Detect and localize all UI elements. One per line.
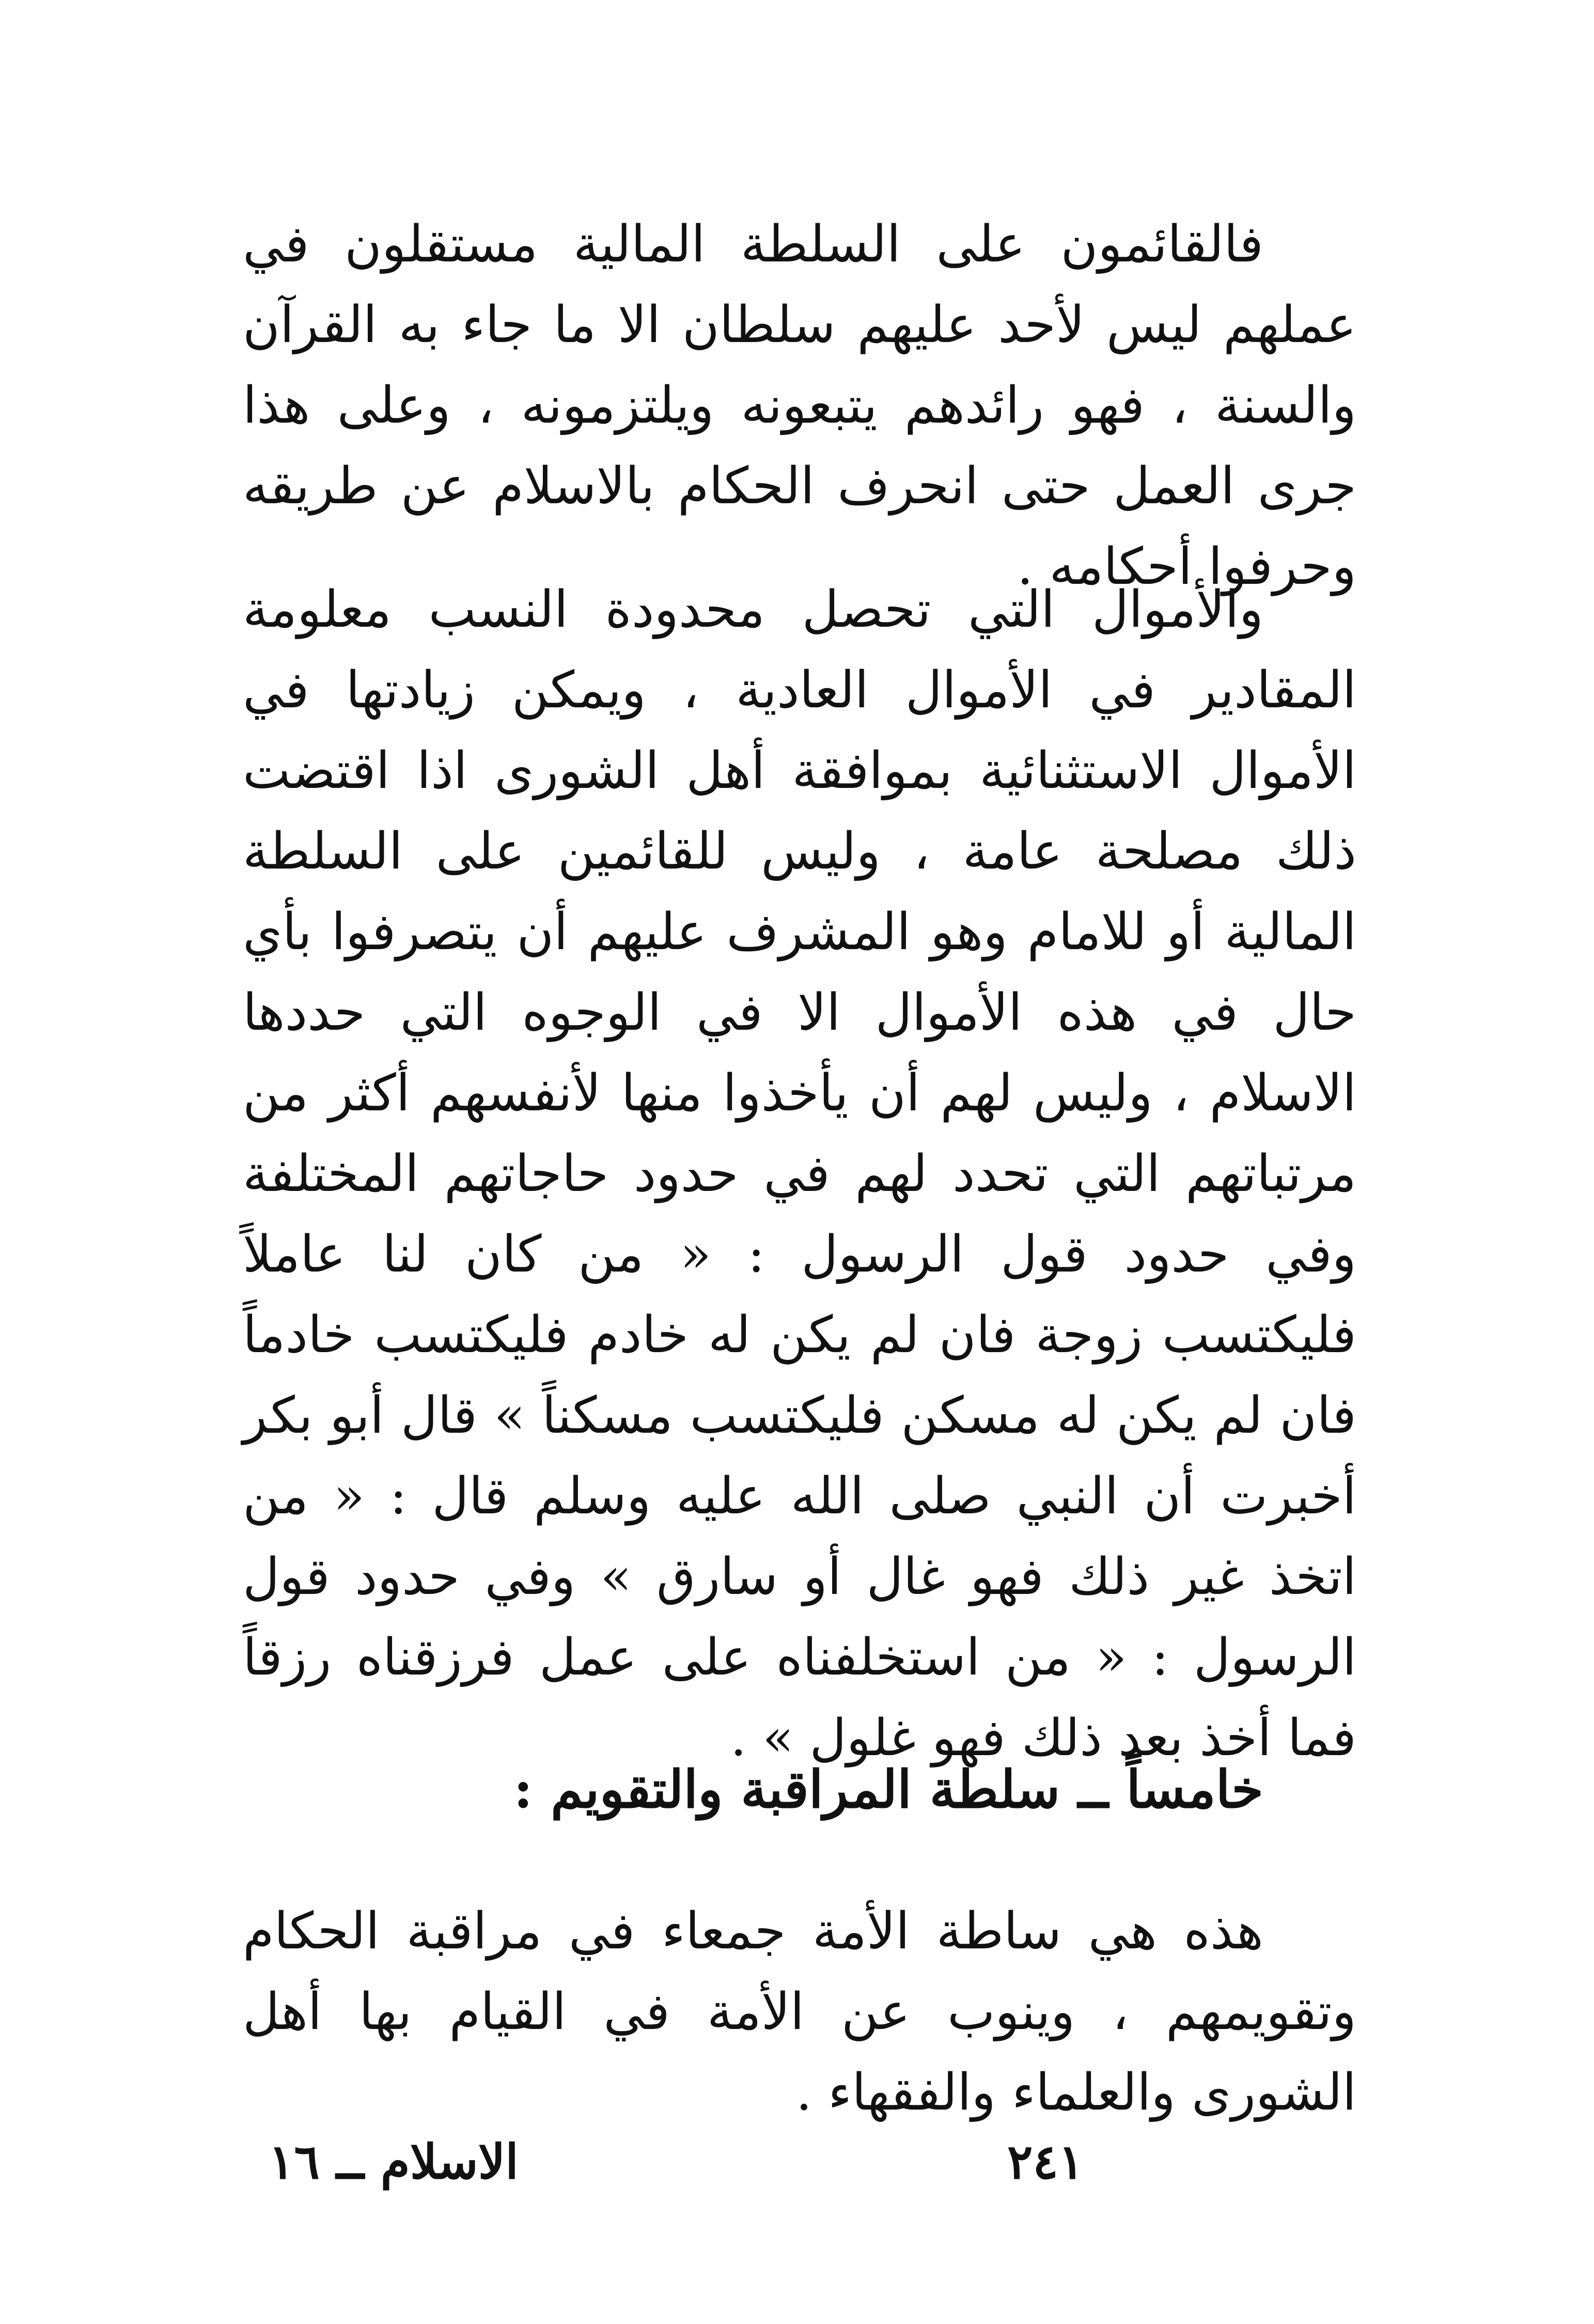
paragraph-public-funds: والأموال التي تحصل محدودة النسب معلومة المقادير في الأموال العادية ، ويمكن زيادتها في الأموال الاستثنائية بموافقة أهل الشورى اذا اقتضت ذلك مصلحة عامة ، وليس للقائمين على السلطة المالية أو للامام وهو المشرف عليهم أن يتصرفوا بأي حال في هذه الأموال الا في الوجوه التي حددها الاسلام ، وليس لهم أن يأخذوا منها لأنفسهم أكثر من مرتباتهم التي تحدد لهم في حدود حاجاتهم المختلفة وفي حدود قول الرسول : « من كان لنا عاملاً فليكتسب زوجة فان لم يكن له خادم فليكتسب خادماً فان لم يكن له مسكن فليكتسب مسكناً » قال أبو بكر أخبرت أن النبي صلى الله عليه وسلم قال : « من اتخذ غير ذلك فهو غال أو سارق » وفي حدود قول الرسول : « من استخلفناه على عمل فرزقناه رزقاً فما أخذ بعد ذلك فهو غلول » . [243, 580, 1356, 1768]
running-footer: الاسلام ــ ١٦ [269, 2134, 519, 2190]
paragraph-financial-authority: فالقائمون على السلطة المالية مستقلون في عملهم ليس لأحد عليهم سلطان الا ما جاء به القرآن والسنة ، فهو رائدهم يتبعونه ويلتزمونه ، وعلى هذا جرى العمل حتى انحرف الحكام بالاسلام عن طريقه وحرفوا أحكامه . [243, 215, 1356, 596]
page-footer [243, 2134, 1356, 2217]
page-number: ٢٤١ [1007, 2134, 1084, 2190]
paragraph-oversight-authority: هذه هي ساطة الأمة جمعاء في مراقبة الحكام وتقويمهم ، وينوب عن الأمة في القيام بها أهل الشورى والعلماء والفقهاء . [243, 1902, 1356, 2122]
section-heading: خامساً ــ سلطة المراقبة والتقويم : [513, 1759, 1263, 1820]
